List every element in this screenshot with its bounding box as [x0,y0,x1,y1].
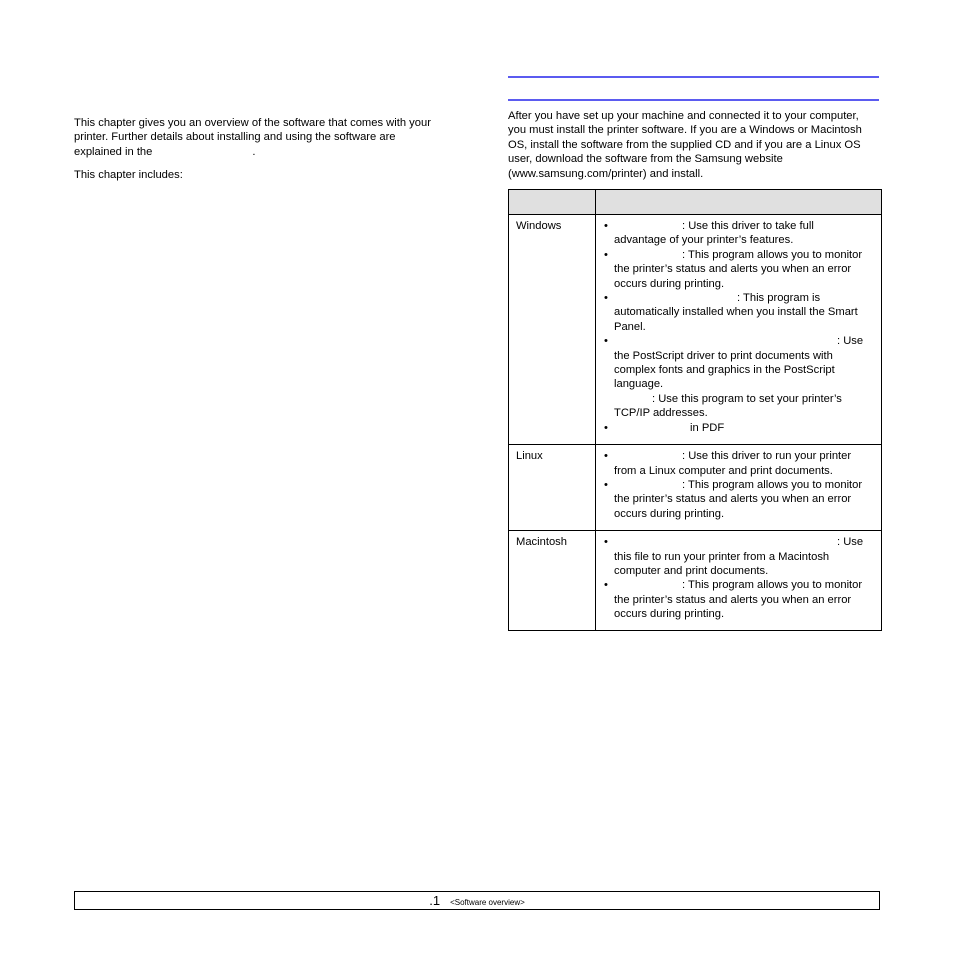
right-column [508,109,880,181]
os-cell [509,445,596,531]
table-header-os [509,190,596,215]
section-title: <Software overview> [450,898,525,907]
bullet: • [604,450,608,463]
para-line: user, download the software from the Samsung website [508,153,783,166]
para-line: you must install the printer software. If you are a Windows or Macintosh [508,124,862,137]
os-name: Windows [516,220,562,232]
left-column [74,116,454,183]
list-item: • in PDF [604,421,725,434]
list-item: • : This program is automatically installed when you install the Smart Panel. [604,292,858,333]
contents-cell [596,531,882,630]
bullet: • [604,335,608,348]
bullet: • [604,248,608,261]
para-line: After you have set up your machine and connected it to your computer, [508,110,859,122]
para-line: OS, install the software from the supplied CD and if you are a Linux OS [508,138,861,151]
intro-line-3-end: . [252,145,256,158]
table-row [509,531,882,630]
bullet: • [604,536,608,549]
bullet: • [604,478,608,491]
heading-rule-bottom [508,99,879,101]
list-item: • : This program allows you to monitor the printer’s status and alerts you when an error occurs during printing. [604,579,863,621]
table-row [509,445,882,531]
contents-cell [596,215,882,445]
para-line: (www.samsung.com/printer) and install. [508,167,704,180]
list-item: : Use this program to set your printer’s TCP/IP addresses. [614,392,842,420]
bullet: • [604,421,608,434]
intro-line-2: printer. Further details about installing and using the software are [74,131,396,144]
os-cell [509,215,596,445]
chapter-includes: This chapter includes: [74,169,183,182]
item-list [596,531,881,629]
intro-line-1: This chapter gives you an overview of the software that comes with your [74,117,431,129]
bullet: • [604,292,608,305]
install-paragraph [508,109,880,181]
os-name: Macintosh [516,536,567,549]
list-item: • : Use this driver to run your printer from a Linux computer and print documents. [604,450,852,477]
page-footer [74,891,880,910]
item-list [596,445,881,530]
heading-rule-top [508,76,879,78]
list-item: • : Use the PostScript driver to print documents with complex fonts and graphics in the PostScript language. [604,335,864,391]
bullet: • [604,220,608,232]
table-row [509,215,882,445]
table-header-row [509,190,882,215]
os-cell [509,531,596,630]
contents-cell [596,445,882,531]
list-item: • : This program allows you to monitor the printer’s status and alerts you when an error occurs during printing. [604,478,863,520]
software-table [508,189,882,631]
item-list [596,215,881,444]
os-name: Linux [516,450,543,463]
list-item: • : Use this driver to take full advantage of your printer’s features. [604,220,814,247]
intro-line-3: explained in the [74,145,153,158]
bullet: • [604,579,608,592]
list-item: • : Use this file to run your printer from a Macintosh computer and print documents. [604,536,864,577]
page-number: .1 [429,893,441,908]
table-header-contents [596,190,882,215]
intro-paragraph [74,116,454,159]
list-item: • : This program allows you to monitor the printer’s status and alerts you when an error occurs during printing. [604,248,863,290]
